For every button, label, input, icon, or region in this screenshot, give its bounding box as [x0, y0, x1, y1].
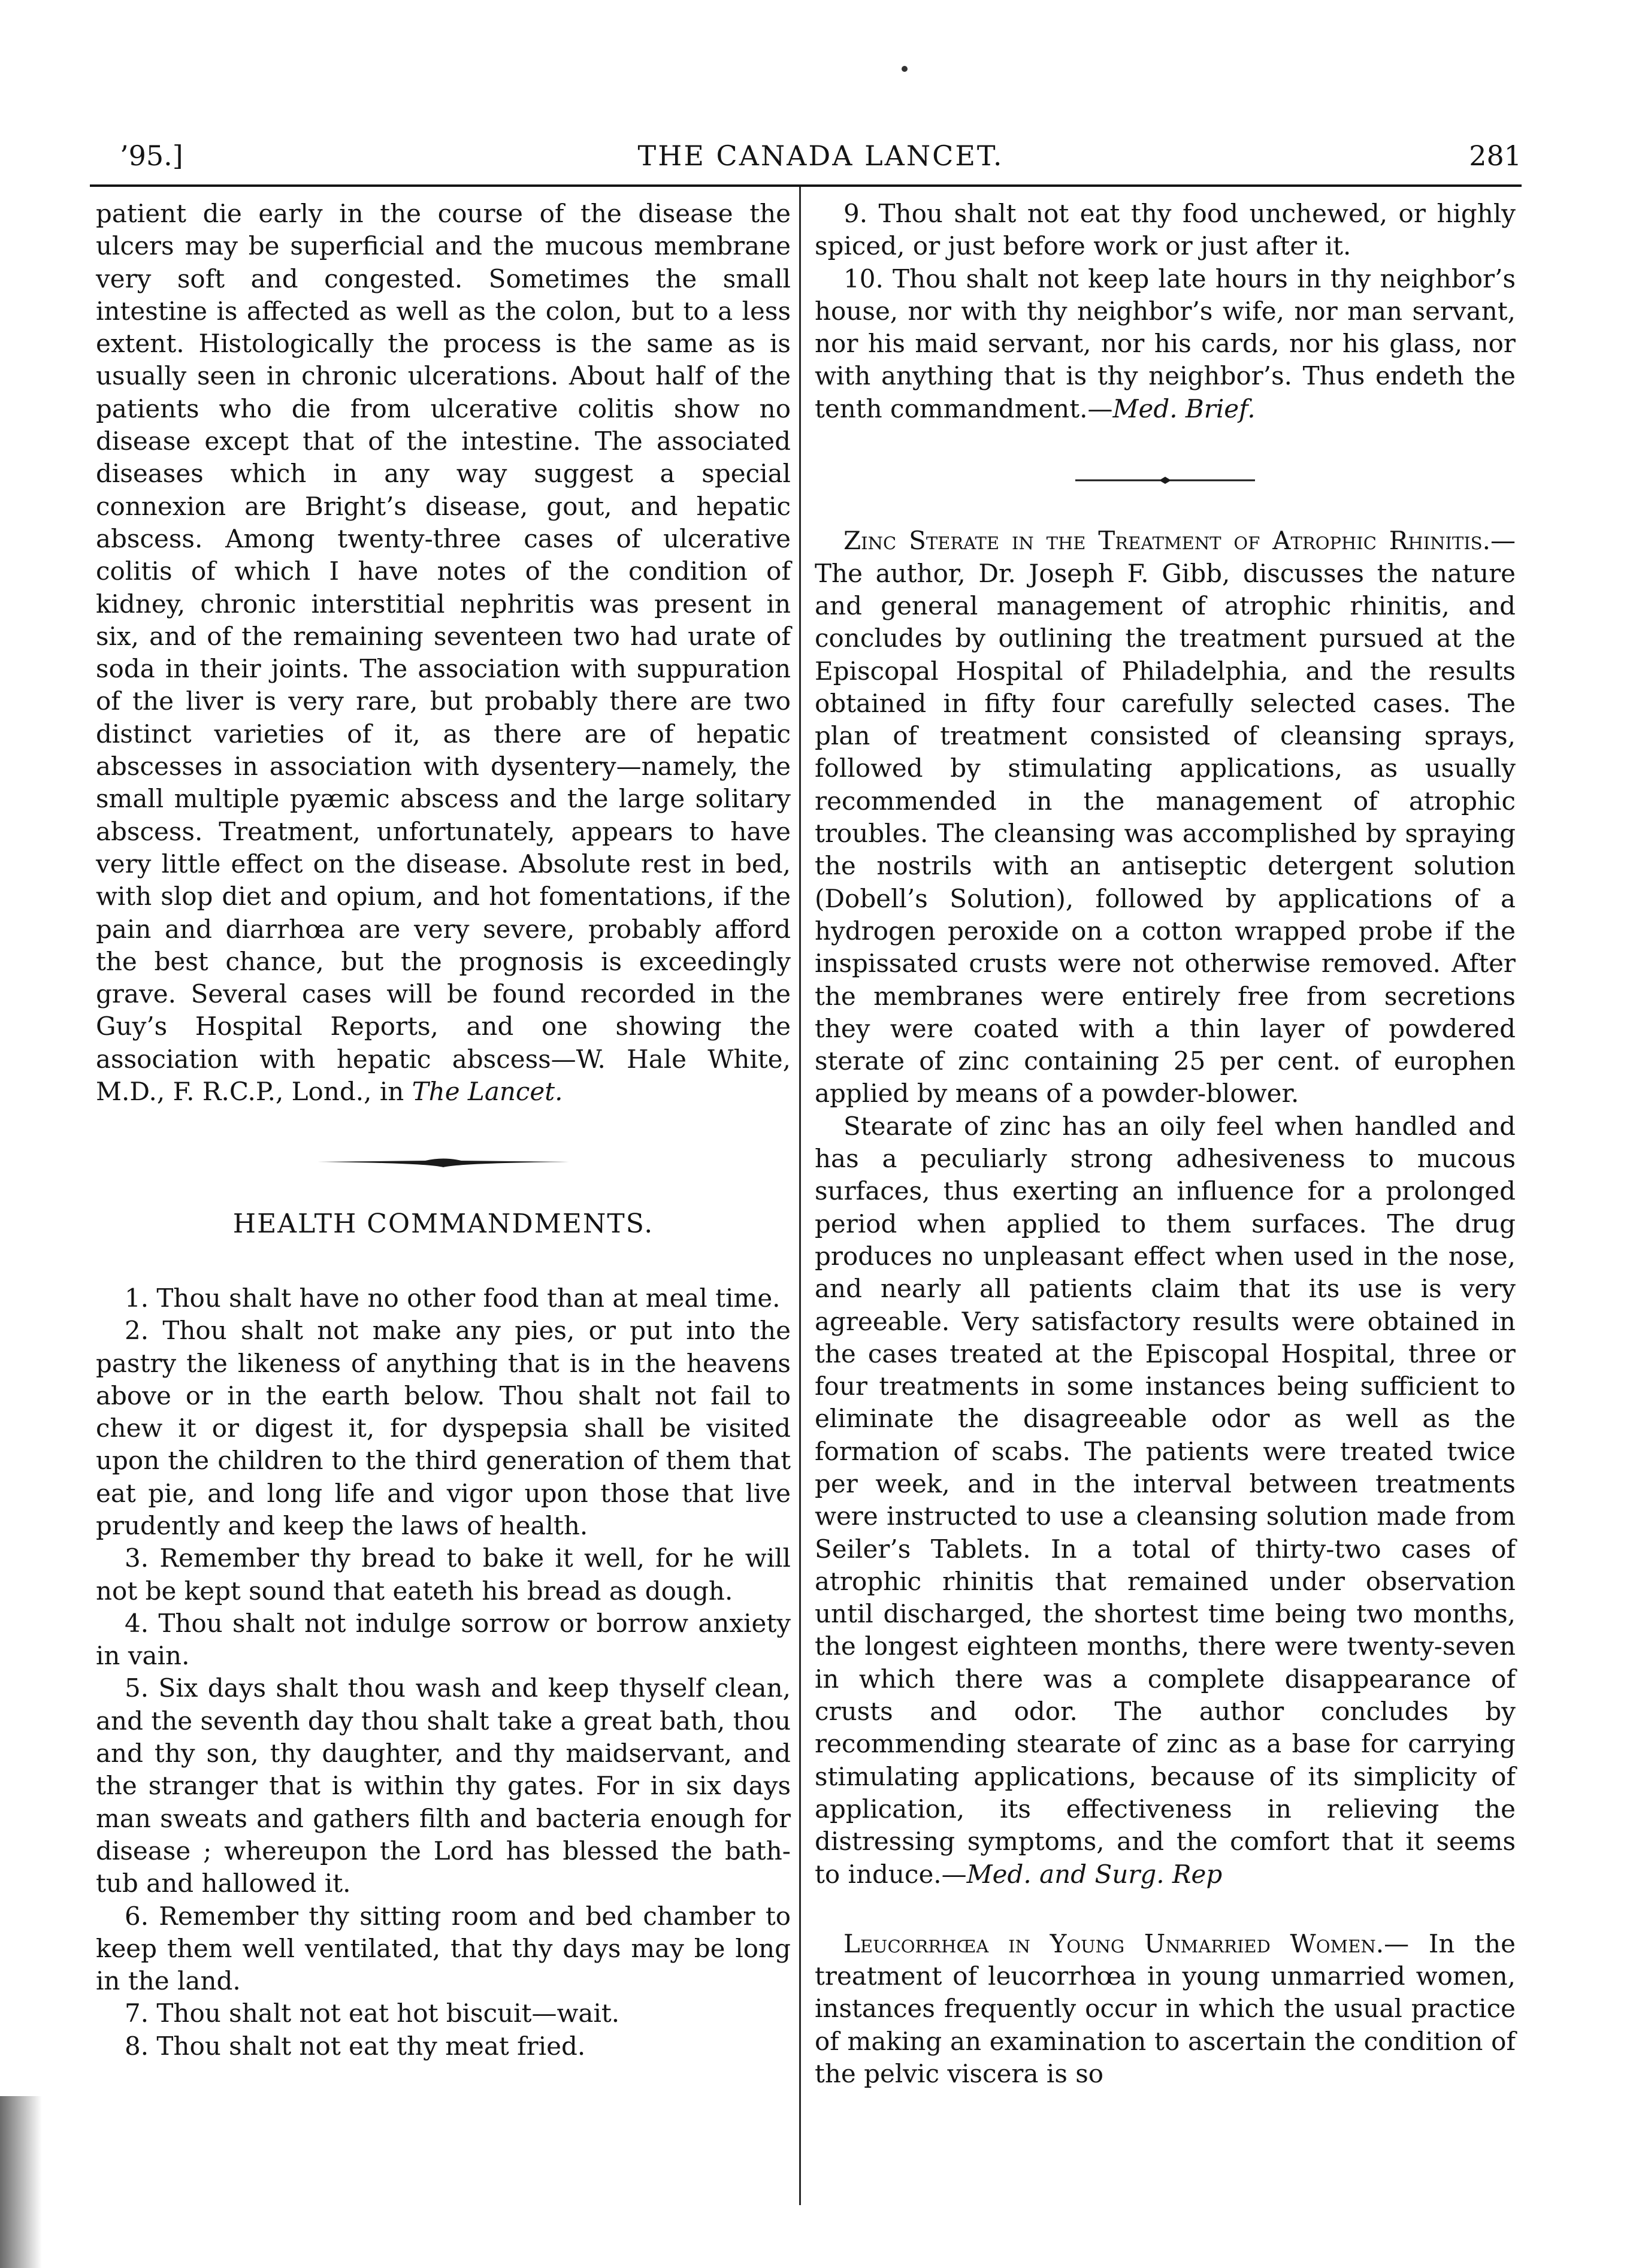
zinc-source: Med. and Surg. Rep: [966, 1859, 1223, 1889]
zinc-article-title: Zinc Sterate in the Treatment of Atrophic Rhinitis.: [843, 526, 1490, 556]
zinc-paragraph-2: [815, 1110, 1516, 1891]
commandment-item: 5. Six days shalt thou wash and keep thyself clean, and the seventh day thou shalt take a great bath, thou and thy son, thy daughter, and thy maidservant, and the stranger that is within thy gates. For in six days man sweats and gathers filth and bacteria enough for disease ; whereupon the Lord has blessed the bath-tub and hallowed it.: [96, 1673, 791, 1898]
zinc-paragraph: [815, 525, 1516, 1110]
commandment-item: 6. Remember thy sitting room and bed chamber to keep them well ventilated, that thy days may be long in the land.: [96, 1901, 791, 1996]
header-year: ’95.]: [120, 140, 183, 172]
page-number: 281: [1469, 140, 1522, 172]
header-rule: [90, 184, 1522, 187]
commandment-item: 1. Thou shalt have no other food than at meal time.: [125, 1283, 781, 1313]
ornament-rule-icon: [317, 1155, 569, 1168]
section-ornament: [96, 1144, 791, 1176]
journal-title: THE CANADA LANCET.: [637, 140, 1004, 172]
scan-edge-shadow: [0, 2096, 42, 2268]
zinc-text-2: Stearate of zinc has an oily feel when handled and has a peculiarly strong adhesiveness to mucous surfaces, thus exerting an influence for a prolonged period when applied to them surfaces. The drug produces no unpleasant effect when used in the nose, and nearly all patients claim that its use is very agreeable. Very satisfactory results were obtained in the cases treated at the Episcopal Hospital, three or four treatments in some instances being sufficient to eliminate the disagreeable odor as well as the formation of scabs. The patients were treated twice per week, and in the interval between treatments were instructed to use a cleansing solution made from Seiler’s Tablets. In a total of thirty-two cases of atrophic rhinitis that remained under observation until discharged, the shortest time being two months, the longest eighteen months, there were twenty-seven in which there was a complete disappearance of crusts and odor. The author concludes by recommending stearate of zinc as a base for carrying stimulating applications, because of its simplicity of application, its effectiveness in relieving the distressing symptoms, and the comfort that it seems to induce.—: [815, 1111, 1516, 1889]
commandment-item: 8. Thou shalt not eat thy meat fried.: [125, 2031, 586, 2061]
commandment-item: 7. Thou shalt not eat hot biscuit—wait.: [125, 1998, 620, 2028]
colitis-paragraph: [96, 198, 791, 1108]
colitis-source: The Lancet.: [412, 1077, 563, 1107]
commandment-item: 3. Remember thy bread to bake it well, for he will not be kept sound that eateth his bread as dough.: [96, 1543, 791, 1606]
leucorrhoea-text: — In the treatment of leucorrhœa in young unmarried women, instances frequently occur in which the usual practice of making an examination to ascertain the condition of the pelvic viscera is so: [815, 1928, 1516, 2089]
section-ornament: [815, 461, 1516, 493]
column-divider: [799, 187, 801, 2205]
commandment-item: [815, 263, 1516, 425]
commandment-item: 9. Thou shalt not eat thy food unchewed, or highly spiced, or just before work or just after it.: [815, 199, 1516, 261]
right-column: [815, 198, 1516, 2090]
ornament-rule-icon: [1075, 475, 1255, 486]
commandment-item: 2. Thou shalt not make any pies, or put into the pastry the likeness of anything that is in the heavens above or in the earth below. Thou shalt not fail to chew it or digest it, for dyspepsia shall be visited upon the children to the third generation of them that eat pie, and long life and vigor upon those that live prudently and keep the laws of health.: [96, 1316, 791, 1540]
running-header: [120, 135, 1522, 177]
commandment-text: 10. Thou shalt not keep late hours in thy neighbor’s house, nor with thy neighbor’s wife, nor man servant, nor his maid servant, nor his cards, nor his glass, nor with anything that is thy neighbor’s. Thus endeth the tenth commandment.—: [815, 264, 1516, 423]
print-speck: [902, 66, 908, 72]
leucorrhoea-paragraph: [815, 1928, 1516, 2090]
section-title: HEALTH COMMANDMENTS.: [232, 1208, 654, 1239]
colitis-text: patient die early in the course of the disease the ulcers may be superficial and the mucous membrane very soft and congested. Sometimes the small intestine is affected as well as the colon, but to a less extent. Histologically the process is the same as is usually seen in chronic ulcerations. About half of the patients who die from ulcerative colitis show no disease except that of the intestine. The associated diseases which in any way suggest a special connexion are Bright’s disease, gout, and hepatic abscess. Among twenty-three cases of ulcerative colitis of which I have notes of the condition of kidney, chronic interstitial nephritis was present in six, and of the remaining seventeen two had urate of soda in their joints. The association with suppuration of the liver is very rare, but probably there are two distinct varieties of it, as there are of hepatic abscesses in association with dysentery—namely, the small multiple pyæmic abscess and the large solitary abscess. Treatment, unfortunately, appears to have very little effect on the disease. Absolute rest in bed, with slop diet and opium, and hot fomentations, if the pain and diarrhœa are very severe, probably afford the best chance, but the prognosis is exceedingly grave. Several cases will be found recorded in the Guy’s Hospital Reports, and one showing the association with hepatic abscess—W. Hale White, M.D., F. R.C.P., Lond., in: [96, 199, 791, 1107]
commandment-item: 4. Thou shalt not indulge sorrow or borrow anxiety in vain.: [96, 1608, 791, 1671]
leucorrhoea-article-title: Leucorrhœa in Young Unmarried Women.: [843, 1928, 1384, 1958]
left-column: [96, 198, 791, 2063]
commandment-source: Med. Brief.: [1112, 393, 1256, 423]
zinc-text: —The author, Dr. Joseph F. Gibb, discusses the nature and general management of atrophic rhinitis, and concludes by outlining the treatment pursued at the Episcopal Hospital of Philadelphia, and the results obtained in fifty four carefully selected cases. The plan of treatment consisted of cleansing sprays, followed by stimulating applications, as usually recommended in the management of atrophic troubles. The cleansing was accomplished by spraying the nostrils with an antiseptic detergent solution (Dobell’s Solution), followed by applications of a hydrogen peroxide on a cotton wrapped probe if the inspissated crusts were not otherwise removed. After the membranes were entirely free from secretions they were coated with a thin layer of powdered sterate of zinc containing 25 per cent. of europhen applied by means of a powder-blower.: [815, 526, 1516, 1109]
article-spacer: [815, 1891, 1516, 1928]
